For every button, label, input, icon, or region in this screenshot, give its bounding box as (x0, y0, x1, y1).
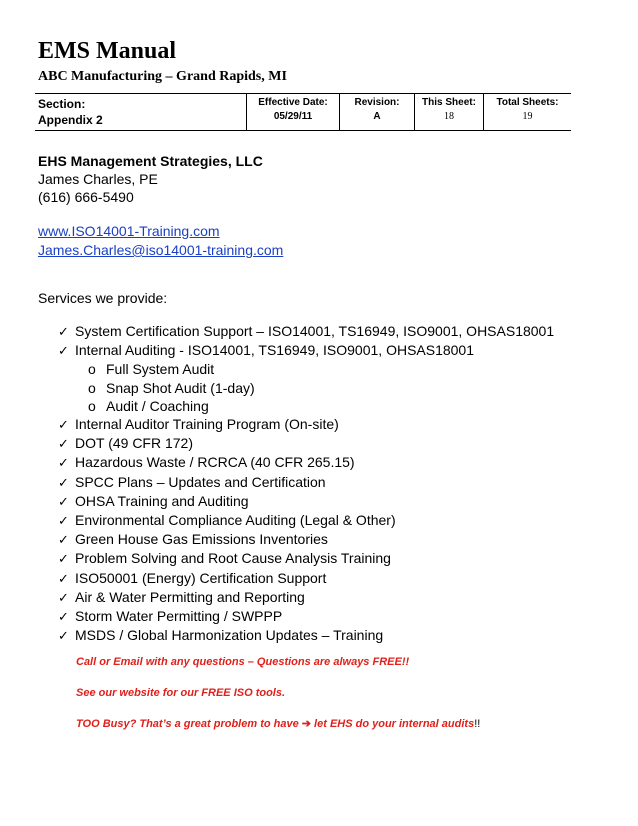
circle-bullet-icon: o (88, 361, 96, 378)
sub-list-item: o Full System Audit (88, 361, 215, 378)
effective-date-label: Effective Date: (258, 97, 328, 108)
document-subtitle: ABC Manufacturing – Grand Rapids, MI (38, 69, 287, 84)
section-cell (35, 94, 247, 131)
total-sheets-label: Total Sheets: (496, 97, 559, 108)
this-sheet-value: 18 (444, 111, 454, 122)
revision-value: A (373, 111, 381, 122)
checkmark-icon: ✓ (58, 455, 69, 471)
note-website: See our website for our FREE ISO tools. (76, 687, 286, 699)
right-arrow-icon: ➔ (301, 718, 311, 730)
list-item: ✓ System Certification Support – ISO14001, TS16949, ISO9001, OHSAS18001 (58, 322, 554, 341)
contact-notes (76, 655, 480, 748)
circle-bullet-icon: o (88, 397, 96, 414)
checkmark-icon: ✓ (58, 609, 69, 625)
website-link[interactable]: www.ISO14001-Training.com (38, 223, 220, 239)
company-links (38, 222, 283, 260)
section-label: Section: (38, 97, 86, 111)
list-item: ✓ Internal Auditor Training Program (On-site) (58, 415, 554, 434)
list-item: ✓ Problem Solving and Root Cause Analysis Training (58, 549, 554, 568)
list-item: ✓ OHSA Training and Auditing (58, 492, 554, 511)
section-value: Appendix 2 (38, 113, 103, 127)
services-list (58, 322, 554, 645)
revision-label: Revision: (354, 97, 400, 108)
document-title: EMS Manual (38, 38, 177, 64)
this-sheet-label: This Sheet: (422, 97, 476, 108)
list-item: ✓ Internal Auditing - ISO14001, TS16949, ISO9001, OHSAS18001 o Full System Audit o Snap Shot Audit (1-day) o Audit / Coaching (58, 341, 554, 415)
sub-list-item: o Audit / Coaching (88, 397, 209, 414)
checkmark-icon: ✓ (58, 474, 69, 490)
email-link[interactable]: James.Charles@iso14001-training.com (38, 242, 284, 258)
note-questions: Call or Email with any questions – Questions are always FREE!! (76, 656, 410, 668)
auditing-sublist (58, 360, 554, 415)
checkmark-icon: ✓ (58, 343, 69, 359)
revision-cell (340, 94, 415, 131)
list-item: ✓ SPCC Plans – Updates and Certification (58, 473, 554, 492)
services-intro: Services we provide: (38, 290, 168, 306)
checkmark-icon: ✓ (58, 436, 69, 452)
contact-phone: (616) 666-5490 (38, 189, 134, 205)
list-item: ✓ Environmental Compliance Auditing (Legal & Other) (58, 511, 554, 530)
checkmark-icon: ✓ (58, 589, 69, 605)
checkmark-icon: ✓ (58, 417, 69, 433)
checkmark-icon: ✓ (58, 324, 69, 339)
checkmark-icon: ✓ (58, 551, 69, 567)
checkmark-icon: ✓ (58, 493, 69, 509)
list-item: ✓ ISO50001 (Energy) Certification Support (58, 569, 554, 588)
list-item: ✓ DOT (49 CFR 172) (58, 434, 554, 453)
total-sheets-value: 19 (522, 111, 533, 122)
list-item: ✓ Air & Water Permitting and Reporting (58, 588, 554, 607)
effective-date-cell (247, 94, 340, 131)
this-sheet-cell (415, 94, 484, 131)
checkmark-icon: ✓ (58, 532, 69, 548)
list-item: ✓ Green House Gas Emissions Inventories (58, 530, 554, 549)
circle-bullet-icon: o (88, 379, 96, 396)
company-info (38, 152, 263, 206)
checkmark-icon: ✓ (58, 570, 69, 586)
sub-list-item: o Snap Shot Audit (1-day) (88, 379, 255, 396)
effective-date-value: 05/29/11 (273, 111, 313, 122)
header-info-table (35, 93, 571, 131)
list-item: ✓ Hazardous Waste / RCRCA (40 CFR 265.15) (58, 453, 554, 472)
checkmark-icon: ✓ (58, 628, 69, 644)
company-name: EHS Management Strategies, LLC (38, 153, 263, 169)
contact-name: James Charles, PE (38, 171, 158, 187)
note-busy: TOO Busy? That’s a great problem to have ➔ let EHS do your internal audits!! (76, 718, 481, 730)
total-sheets-cell (484, 94, 572, 131)
list-item: ✓ Storm Water Permitting / SWPPP (58, 607, 554, 626)
checkmark-icon: ✓ (58, 513, 69, 529)
list-item: ✓ MSDS / Global Harmonization Updates – Training (58, 626, 554, 645)
